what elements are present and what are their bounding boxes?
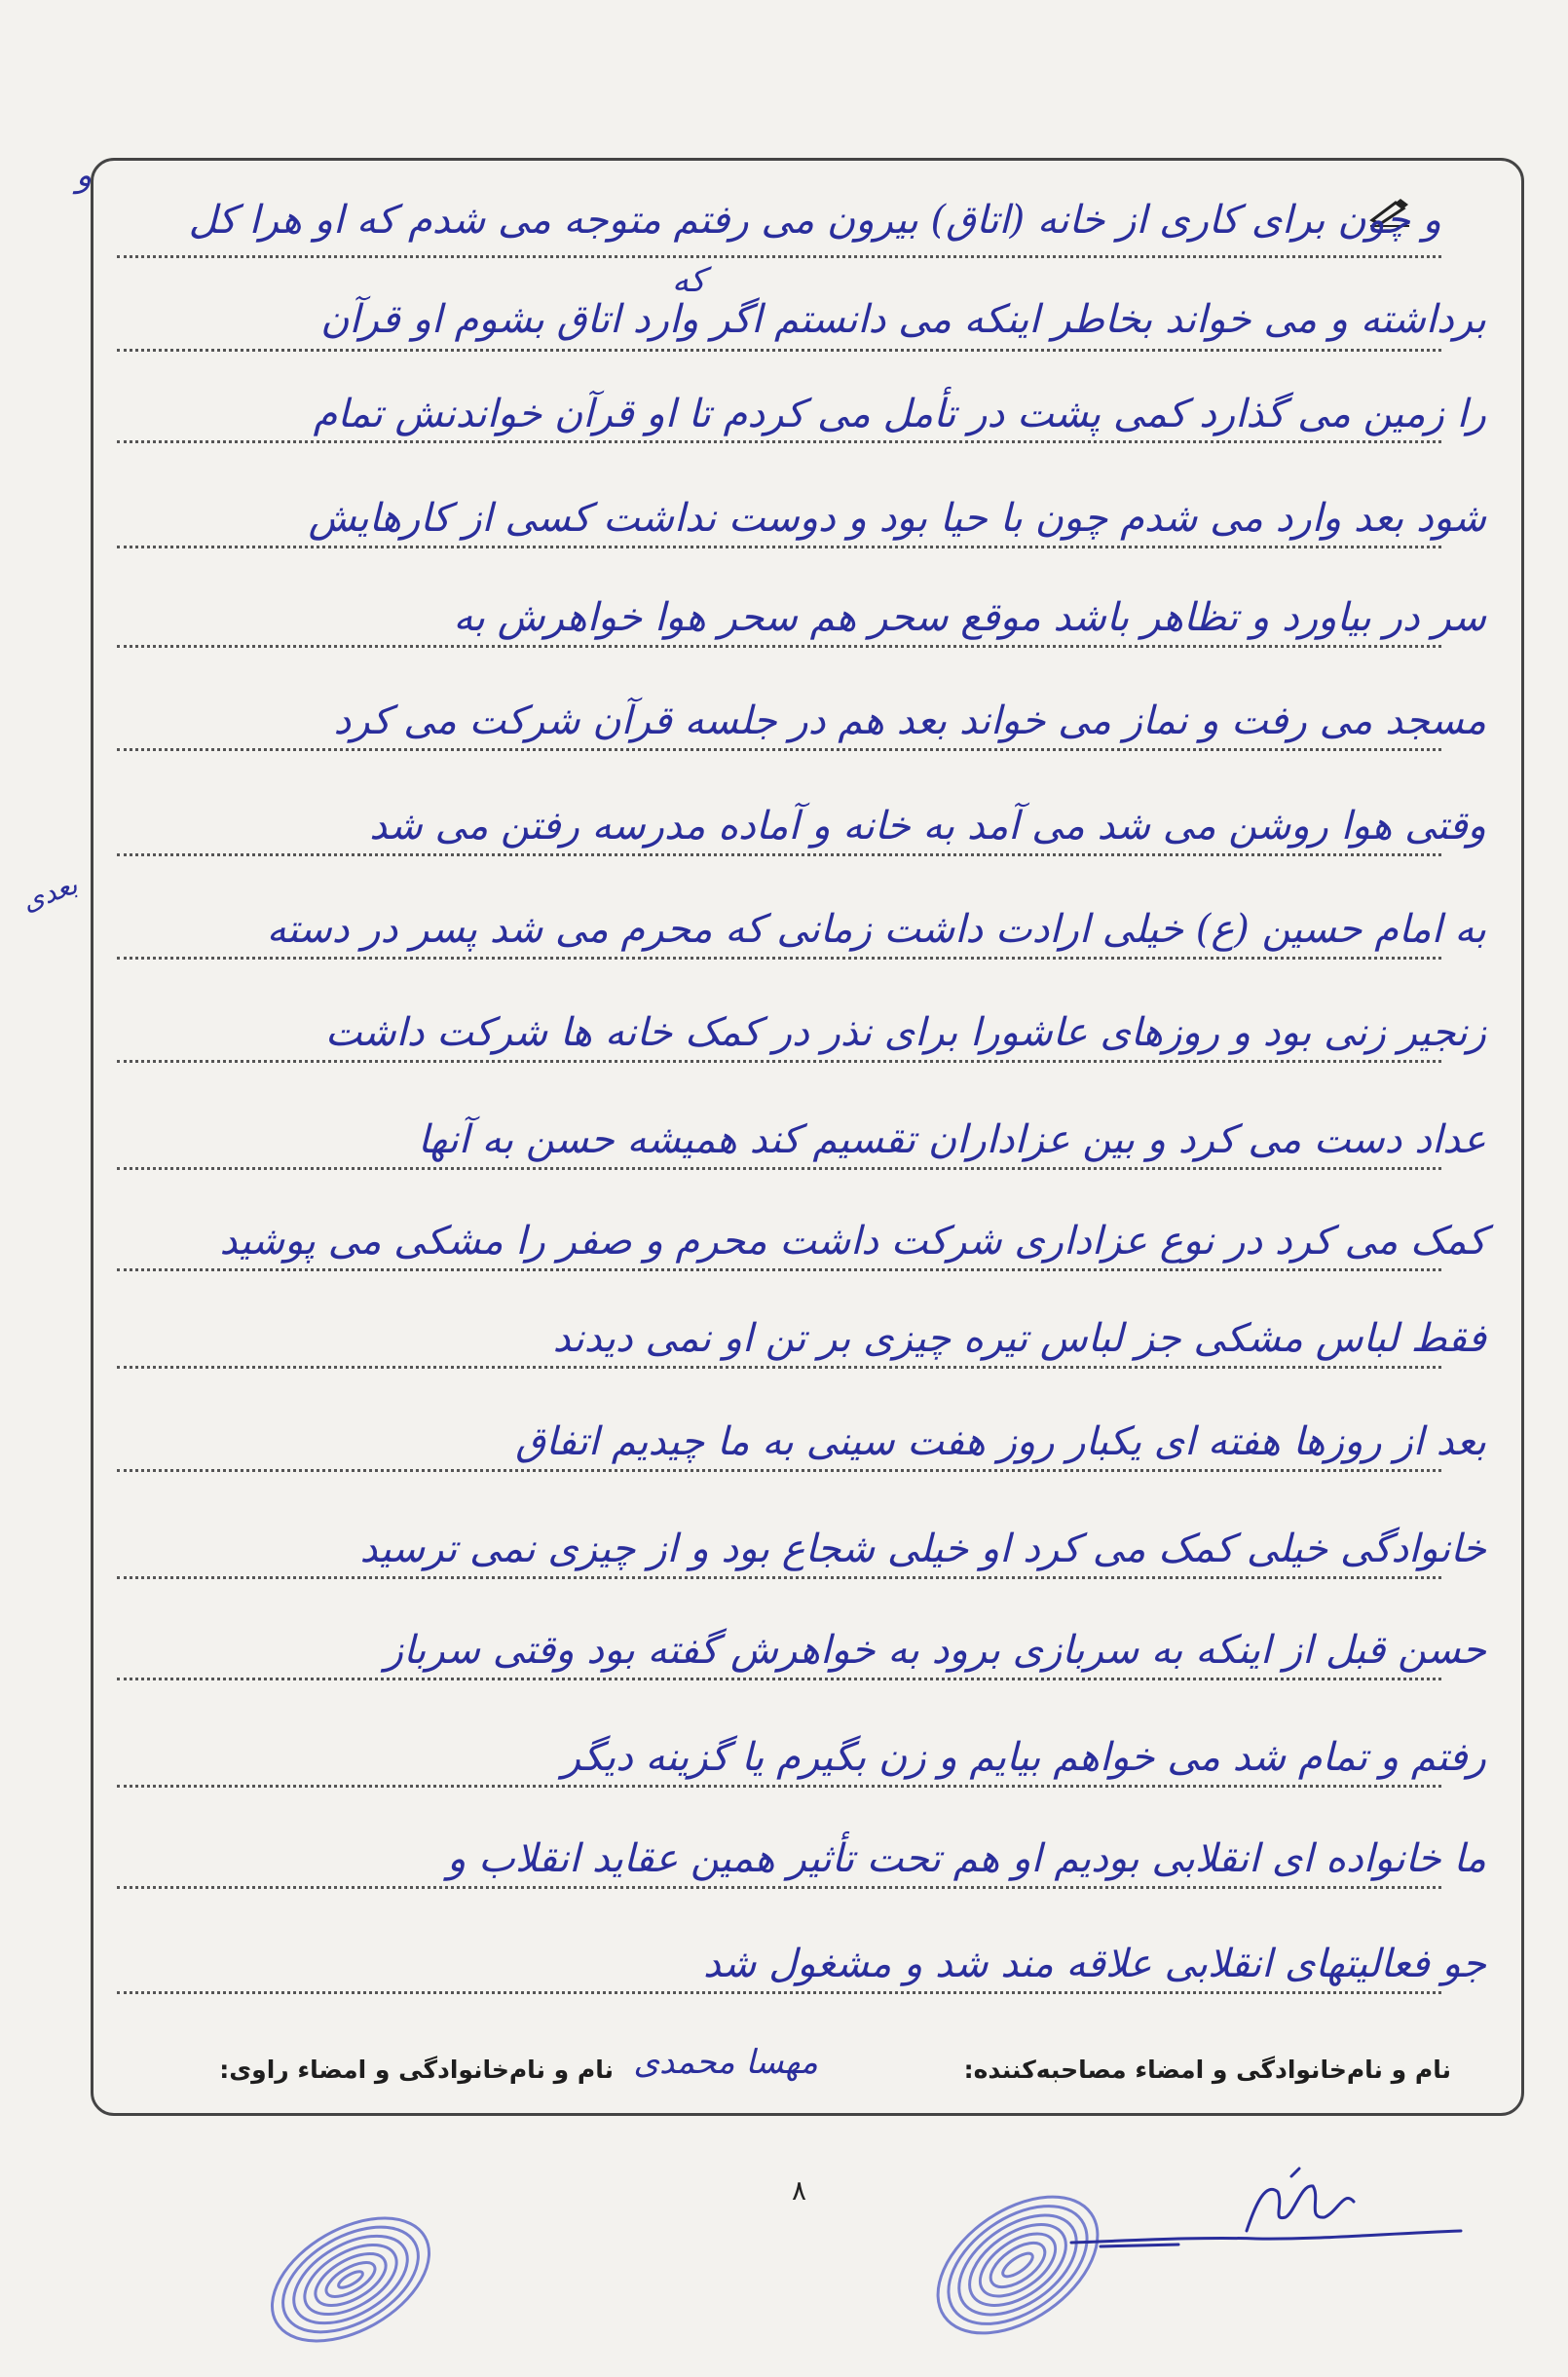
page-number: ۸ bbox=[792, 2174, 807, 2207]
ruled-line bbox=[117, 1268, 1441, 1271]
ruled-line bbox=[117, 349, 1441, 352]
ruled-line bbox=[117, 1469, 1441, 1472]
handwritten-line: رفتم و تمام شد می خواهم بیایم و زن بگیرم یا گزینه دیگر bbox=[561, 1735, 1486, 1780]
handwritten-line: را زمین می گذارد کمی پشت در تأمل می کردم تا او قرآن خواندنش تمام bbox=[313, 392, 1486, 436]
ruled-line bbox=[117, 1366, 1441, 1369]
interviewer-signature-label: نام و نام‌خانوادگی و امضاء مصاحبه‌کننده: bbox=[963, 2056, 1451, 2084]
ruled-line bbox=[117, 255, 1441, 258]
handwritten-line: و چون برای کاری از خانه (اتاق) بیرون می رفتم متوجه می شدم که او هرا کل bbox=[188, 198, 1441, 243]
ruled-line bbox=[117, 748, 1441, 751]
ruled-line bbox=[117, 440, 1441, 443]
handwritten-line: برداشته و می خواند بخاطر اینکه می دانستم اگر وارد اتاق بشوم او قرآن bbox=[320, 297, 1486, 342]
ruled-lines bbox=[117, 0, 1441, 2377]
ruled-line bbox=[117, 1060, 1441, 1063]
handwritten-line: جو فعالیتهای انقلابی علاقه مند شد و مشغول شد bbox=[702, 1942, 1486, 1986]
narrator-signature-label: نام و نام‌خانوادگی و امضاء راوی: bbox=[219, 2056, 614, 2084]
margin-note-side: بعدی bbox=[18, 868, 82, 918]
signature-icon bbox=[1062, 2163, 1471, 2270]
inserted-word: که bbox=[672, 261, 706, 300]
ruled-line bbox=[117, 1886, 1441, 1889]
handwritten-line: بعد از روزها هفته ای یکبار روز هفت سینی به ما چیدیم اتفاق bbox=[515, 1419, 1486, 1464]
handwritten-line: زنجیر زنی بود و روزهای عاشورا برای نذر در کمک خانه ها شرکت داشت bbox=[324, 1010, 1486, 1055]
ruled-line bbox=[117, 1678, 1441, 1680]
handwritten-line: فقط لباس مشکی جز لباس تیره چیزی بر تن او نمی دیدند bbox=[552, 1316, 1486, 1361]
interviewer-signature: مهسا محمدی bbox=[633, 2043, 818, 2082]
handwritten-line: کمک می کرد در نوع عزاداری شرکت داشت محرم و صفر را مشکی می پوشید bbox=[219, 1219, 1486, 1264]
ruled-line bbox=[117, 1991, 1441, 1994]
ruled-line bbox=[117, 1785, 1441, 1788]
ruled-line bbox=[117, 1576, 1441, 1579]
ruled-line bbox=[117, 853, 1441, 856]
handwritten-line: شود بعد وارد می شدم چون با حیا بود و دوست نداشت کسی از کارهایش bbox=[308, 496, 1486, 541]
handwritten-line: به امام حسین (ع) خیلی ارادت داشت زمانی که محرم می شد پسر در دسته bbox=[266, 907, 1486, 952]
margin-note-top: و bbox=[76, 156, 93, 195]
handwritten-line: خانوادگی خیلی کمک می کرد او خیلی شجاع بود و از چیزی نمی ترسید bbox=[359, 1527, 1486, 1571]
ruled-line bbox=[117, 1167, 1441, 1170]
handwritten-line: ما خانواده ای انقلابی بودیم او هم تحت تأثیر همین عقاید انقلاب و bbox=[447, 1836, 1486, 1881]
handwritten-line: سر در بیاورد و تظاهر باشد موقع سحر هم سحر هوا خواهرش به bbox=[453, 595, 1486, 640]
handwritten-line: حسن قبل از اینکه به سربازی برود به خواهرش گفته بود وقتی سرباز bbox=[384, 1628, 1486, 1673]
handwritten-line: مسجد می رفت و نماز می خواند بعد هم در جلسه قرآن شرکت می کرد bbox=[333, 698, 1486, 743]
fingerprint-icon bbox=[253, 2187, 448, 2372]
ruled-line bbox=[117, 546, 1441, 548]
ruled-line bbox=[117, 645, 1441, 648]
handwritten-line: وقتی هوا روشن می شد می آمد به خانه و آماده مدرسه رفتن می شد bbox=[369, 804, 1486, 849]
handwritten-line: عداد دست می کرد و بین عزاداران تقسیم کند همیشه حسن به آنها bbox=[418, 1117, 1486, 1162]
ruled-line bbox=[117, 957, 1441, 960]
